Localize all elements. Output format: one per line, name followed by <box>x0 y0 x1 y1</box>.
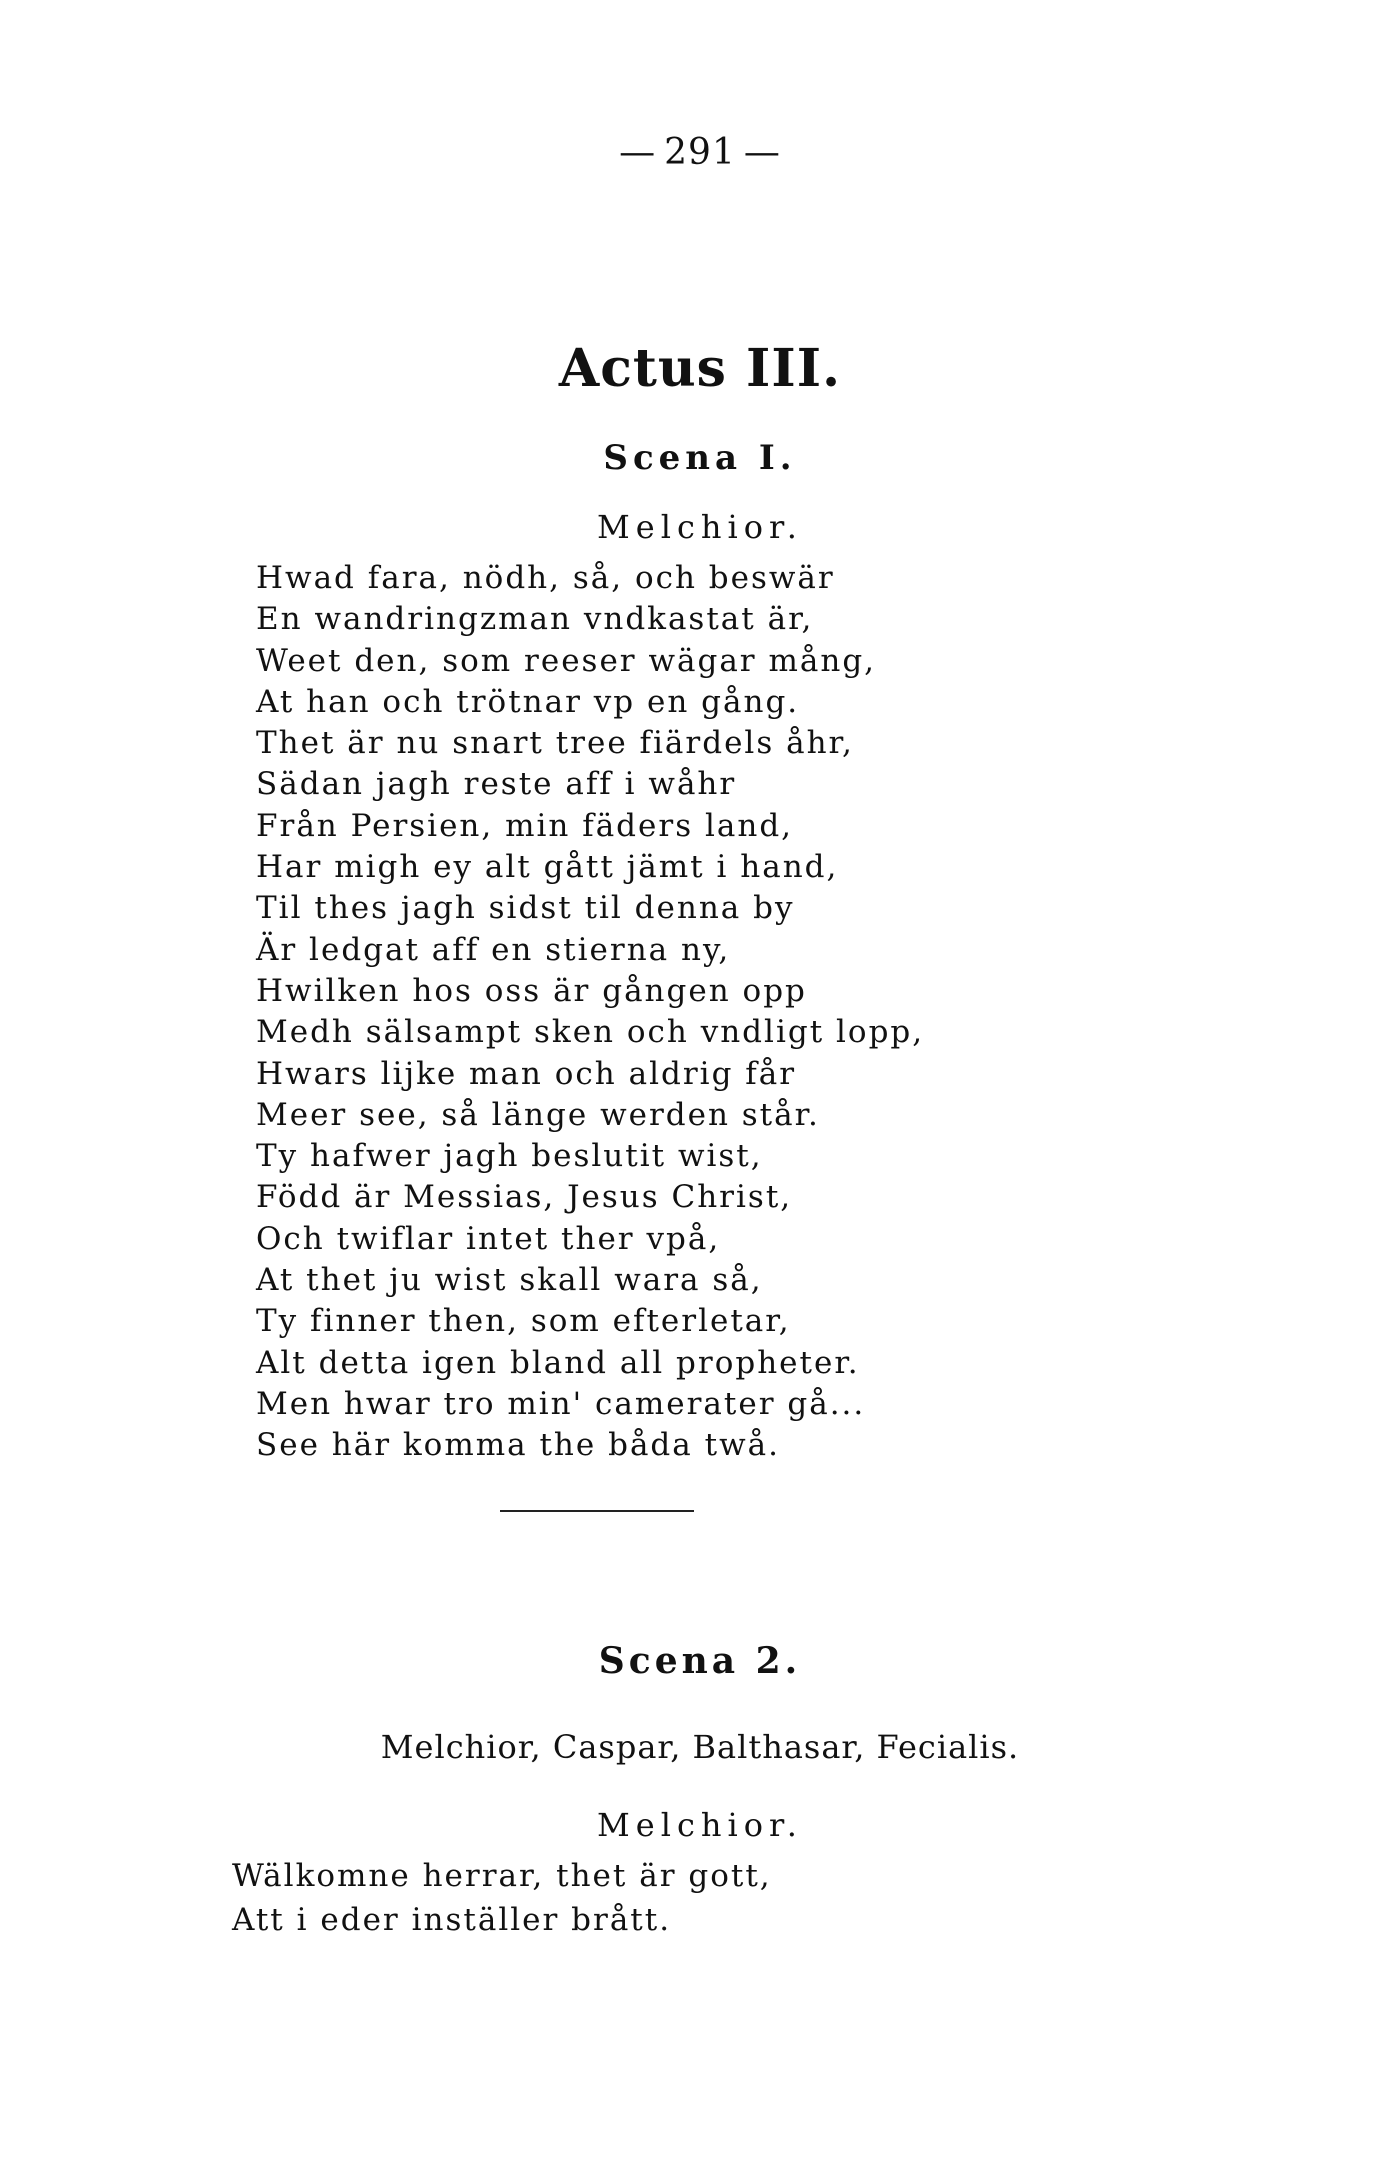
scene-divider <box>500 1510 694 1512</box>
verse-line: Wälkomne herrar, thet är gott, <box>232 1858 772 1894</box>
verse-line: See här komma the båda twå. <box>256 1427 780 1464</box>
header-dash-left: — <box>619 132 657 173</box>
verse-line: Alt detta igen bland all propheter. <box>256 1344 860 1381</box>
page-number: 291 <box>664 132 736 173</box>
page-header <box>0 132 1400 173</box>
verse-line: Har migh ey alt gått jämt i hand, <box>256 849 839 886</box>
verse-line: En wandringzman vndkastat är, <box>256 601 814 638</box>
scene-1-verse <box>256 558 924 1467</box>
scene-2-title: Scena 2. <box>598 1640 802 1682</box>
verse-line: At han och trötnar vp en gång. <box>256 683 800 720</box>
verse-line: Ty finner then, som efterletar, <box>256 1303 791 1340</box>
verse-line: Sädan jagh reste aff i wåhr <box>256 766 737 803</box>
verse-line: Men hwar tro min' camerater gå... <box>256 1385 866 1422</box>
header-dash-right: — <box>743 132 781 173</box>
verse-line: Hwilken hos oss är gången opp <box>256 972 807 1009</box>
verse-line: Ty hafwer jagh beslutit wist, <box>256 1138 763 1175</box>
scene-2-cast: Melchior, Caspar, Balthasar, Fecialis. <box>380 1728 1020 1766</box>
scene-1-title: Scena I. <box>603 438 797 478</box>
scene-1-speaker: Melchior. <box>597 508 803 546</box>
verse-line: Hwars lijke man och aldrig får <box>256 1055 797 1092</box>
act-title: Actus III. <box>558 338 842 399</box>
verse-line: At thet ju wist skall wara så, <box>256 1262 763 1299</box>
scene-2-verse <box>232 1854 772 1942</box>
verse-line: Meer see, så länge werden står. <box>256 1096 820 1133</box>
verse-line: Född är Messias, Jesus Christ, <box>256 1179 793 1216</box>
verse-line: Och twiflar intet ther vpå, <box>256 1220 721 1257</box>
verse-line: Medh sälsampt sken och vndligt lopp, <box>256 1014 925 1051</box>
verse-line: Är ledgat aff en stierna ny, <box>256 931 731 968</box>
verse-line: Til thes jagh sidst til denna by <box>256 890 795 927</box>
verse-line: Thet är nu snart tree fiärdels åhr, <box>256 725 854 762</box>
verse-line: Från Persien, min fäders land, <box>256 807 794 844</box>
verse-line: Att i eder inställer brått. <box>232 1902 672 1938</box>
scene-2-speaker: Melchior. <box>597 1806 803 1844</box>
verse-line: Hwad fara, nödh, så, och beswär <box>256 560 835 596</box>
verse-line: Weet den, som reeser wägar mång, <box>256 642 877 679</box>
